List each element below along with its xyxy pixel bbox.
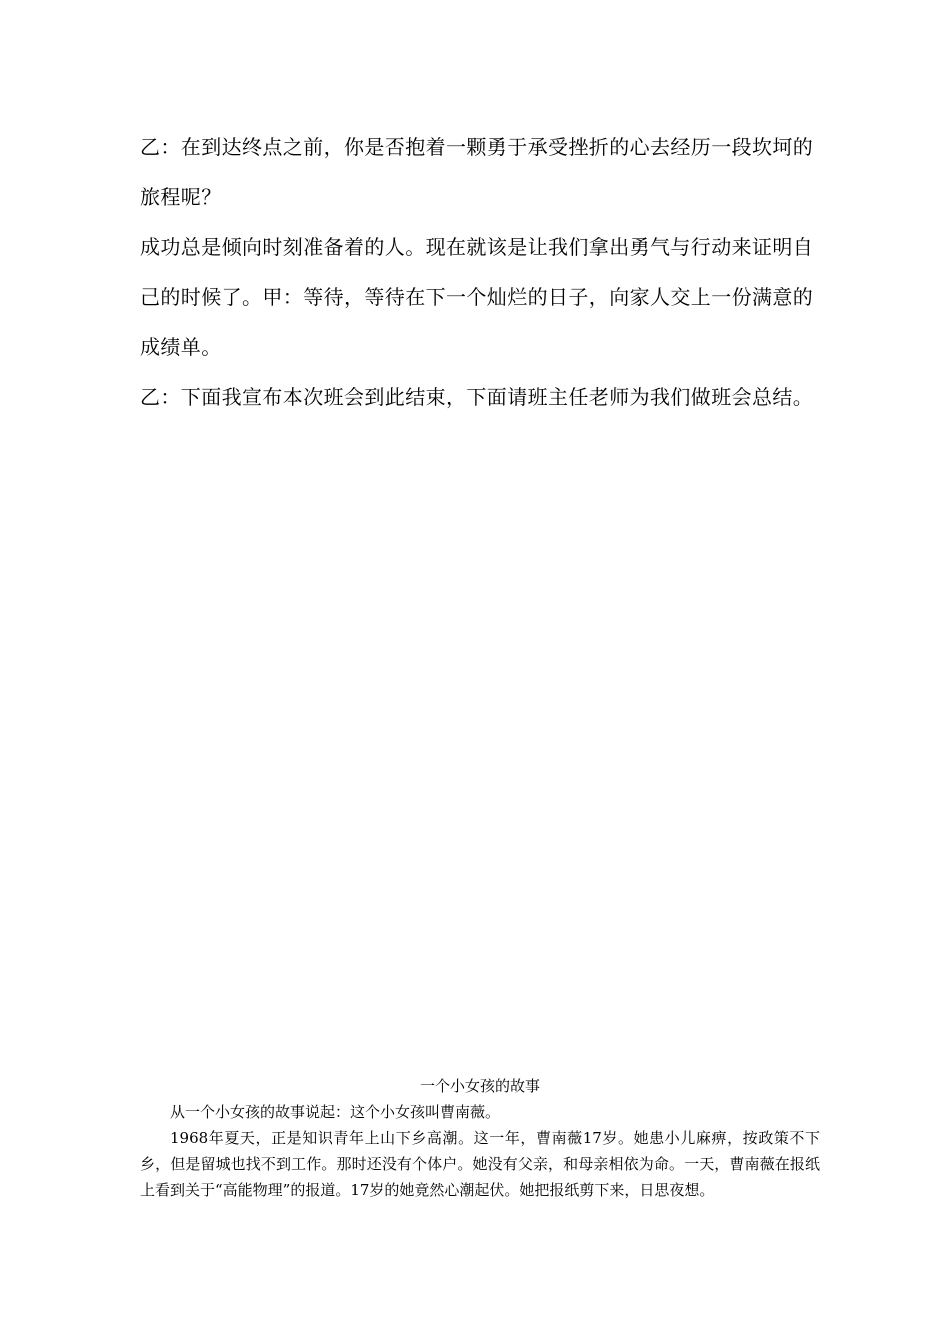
dialogue-paragraph-3: 乙：下面我宣布本次班会到此结束，下面请班主任老师为我们做班会总结。 [140, 385, 814, 409]
dialogue-paragraph-1: 乙：在到达终点之前，你是否抱着一颗勇于承受挫折的心去经历一段坎坷的旅程呢？ [140, 135, 814, 209]
story-title: 一个小女孩的故事 [419, 1077, 540, 1095]
story-section [140, 1073, 820, 1203]
story-paragraph-1: 从一个小女孩的故事说起：这个小女孩叫曹南薇。 [170, 1103, 501, 1121]
dialogue-paragraph-2: 成功总是倾向时刻准备着的人。现在就该是让我们拿出勇气与行动来证明自己的时候了。甲：等待，等待在下一个灿烂的日子，向家人交上一份满意的成绩单。 [140, 235, 814, 359]
story-paragraph-2: 1968年夏天，正是知识青年上山下乡高潮。这一年，曹南薇17岁。她患小儿麻痹，按政策不下乡，但是留城也找不到工作。那时还没有个体户。她没有父亲，和母亲相依为命。一天，曹南薇在报纸上看到关于“高能物理”的报道。17岁的她竟然心潮起伏。她把报纸剪下来，日思夜想。 [140, 1129, 820, 1199]
dialogue-section [140, 122, 820, 422]
